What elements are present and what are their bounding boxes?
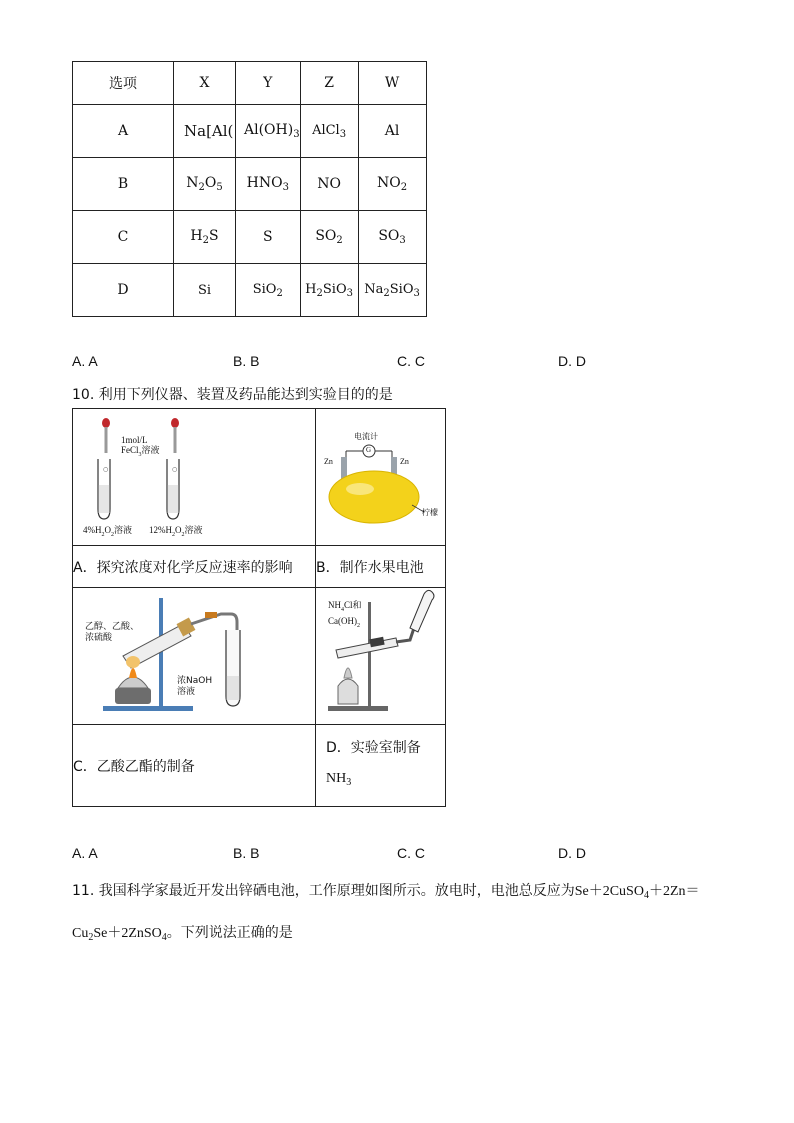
cell-a-figure [73,409,316,546]
naoh-line2: 溶液 [177,687,196,697]
svg-text:○: ○ [103,466,109,473]
reagent-name: FeCl$_3$溶液 [121,445,160,458]
cell-w: $NO_2$ [358,158,426,211]
cell-c-figure [73,588,316,725]
naoh-line1: 浓NaOH [177,676,213,686]
header-option: 选项 [73,62,174,105]
row-label: D [73,264,174,317]
row-label: B [73,158,174,211]
row-label: C [73,211,174,264]
q9-option-d[interactable]: D. D [558,353,586,369]
dropper-right [171,418,179,453]
lemon-label: 柠檬 [422,508,438,517]
cell-w: Al [358,105,426,158]
q10-stem: 10. 利用下列仪器、装置及药品能达到实验目的的是 [72,387,393,403]
reagents-line1: 乙醇、乙酸、 [85,622,140,632]
reagent-label2: $Ca(OH)_2$ [328,616,360,629]
table-row [73,264,427,317]
equation-part2: $Cu_2Se+2ZnSO_4$ [72,926,167,943]
galvanometer-g: G [366,446,372,454]
cell-x: Si [174,264,236,317]
q10-option-d[interactable]: D. D [558,845,586,861]
cell-z: $SO_2$ [300,211,358,264]
cell-y: $HNO_3$ [236,158,301,211]
q9-table [72,61,427,317]
q10-table [72,408,446,807]
q10-option-c[interactable]: C. C [397,845,425,861]
lemon-battery-diagram [316,409,445,545]
cell-w: $SO_3$ [358,211,426,264]
table-header-row [73,62,427,105]
table-row [73,105,427,158]
zn-left-label: Zn [324,457,333,466]
q9-option-a[interactable]: A. A [72,353,98,369]
row-label: A [73,105,174,158]
ester-apparatus-diagram [73,588,315,724]
zn-right-label: Zn [400,457,409,466]
header-x: X [174,62,236,105]
caption-a: A．探究浓度对化学反应速率的影响 [73,546,316,588]
meter-label: 电流计 [354,432,378,441]
q10-option-a[interactable]: A. A [72,845,98,861]
cell-w: $Na_2SiO_3$ [358,264,426,317]
reagent-label1: $NH_4Cl$和 [328,600,362,613]
cell-b-figure [316,409,446,546]
cell-y: $Al(OH)_3$ [236,105,301,158]
cell-y: S [236,211,301,264]
q9-option-c[interactable]: C. C [397,353,425,369]
dropper-left [102,418,110,453]
cell-d-figure [316,588,446,725]
q11-line2: $Cu_2Se+2ZnSO_4$。下列说法正确的是 [72,925,293,943]
right-tube-label: $12\%H_2O_2$溶液 [149,525,203,538]
cell-z: AlCl$_3$ [300,105,358,158]
equation-part1: Se＋2CuSO$_4$＋2Zn＝ [574,884,700,901]
caption-c: C．乙酸乙酯的制备 [73,725,316,807]
q9-option-b[interactable]: B. B [233,353,260,369]
header-y: Y [236,62,301,105]
table-row [73,158,427,211]
cell-z: $H_2SiO_3$ [300,264,358,317]
left-tube-label: $4\%H_2O_2$溶液 [83,525,133,538]
cell-y: SiO$_2$ [236,264,301,317]
cell-x: $N_2O_5$ [174,158,236,211]
table-row [73,211,427,264]
header-w: W [358,62,426,105]
caption-d: D．实验室制备 $NH_3$ [316,725,446,807]
lemon-icon [329,471,419,523]
cell-z: NO [300,158,358,211]
q11-line1: 11. 我国科学家最近开发出锌硒电池，工作原理如图所示。放电时，电池总反应为Se＋2CuSO$_4$＋2Zn＝ [72,883,700,901]
cell-x: Na[Al( [174,105,236,158]
caption-b: B．制作水果电池 [316,546,446,588]
header-z: Z [300,62,358,105]
reagents-line2: 浓硫酸 [85,633,113,643]
svg-text:○: ○ [172,466,178,473]
q10-option-b[interactable]: B. B [233,845,260,861]
cell-x: $H_2S$ [174,211,236,264]
reagent-conc: 1mol/L [121,435,148,445]
